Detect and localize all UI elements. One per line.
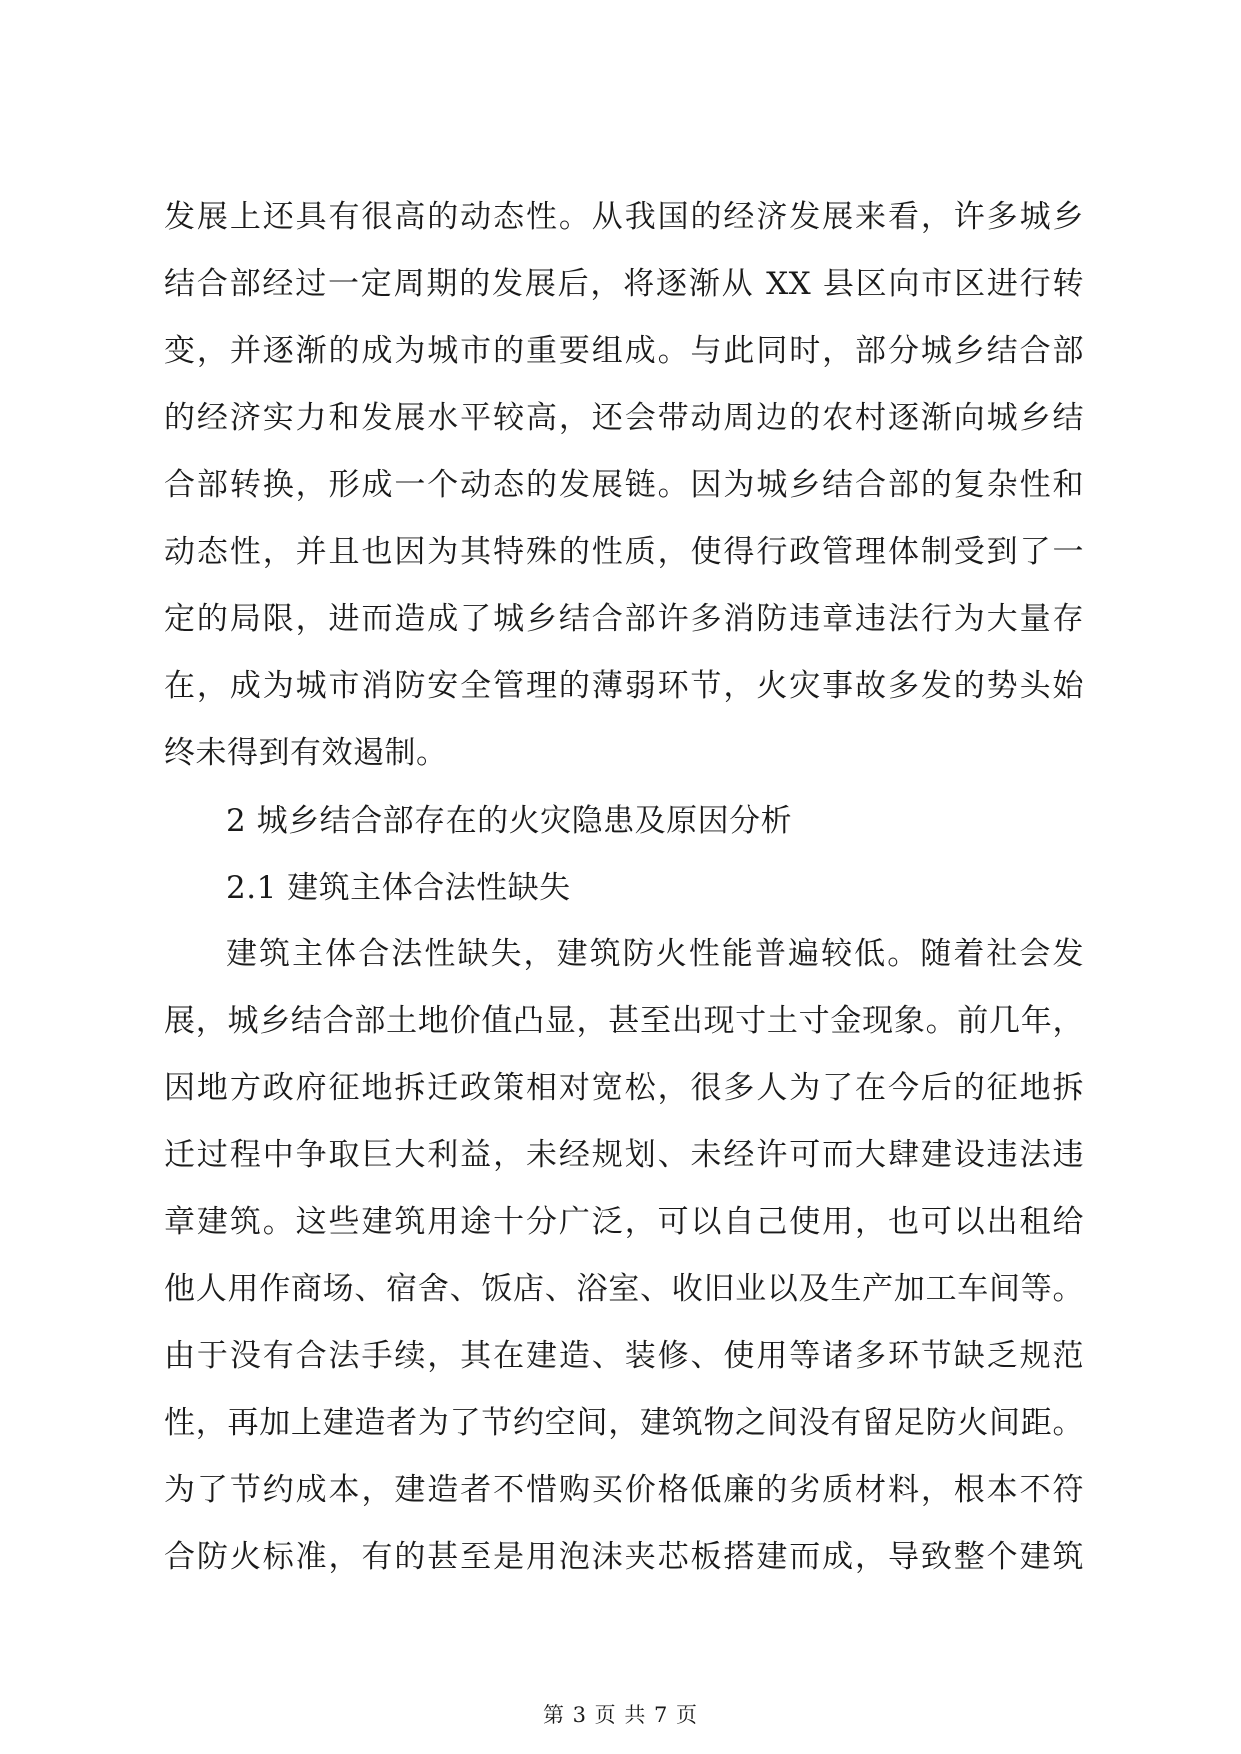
paragraph-line: 性，再加上建造者为了节约空间，建筑物之间没有留足防火间距。 — [164, 1405, 1084, 1441]
paragraph-line: 由于没有合法手续，其在建造、装修、使用等诸多环节缺乏规范 — [164, 1338, 1084, 1374]
section-heading: 2 城乡结合部存在的火灾隐患及原因分析 — [226, 803, 793, 839]
paragraph-line: 结合部经过一定周期的发展后，将逐渐从 XX 县区向市区进行转 — [164, 266, 1084, 302]
page-number-footer: 第 3 页 共 7 页 — [542, 1703, 699, 1727]
paragraph-line: 迁过程中争取巨大利益，未经规划、未经许可而大肆建设违法违 — [164, 1137, 1084, 1173]
paragraph-line: 他人用作商场、宿舍、饭店、浴室、收旧业以及生产加工车间等。 — [164, 1271, 1084, 1307]
paragraph-line: 章建筑。这些建筑用途十分广泛，可以自己使用，也可以出租给 — [164, 1204, 1084, 1240]
paragraph-line: 发展上还具有很高的动态性。从我国的经济发展来看，许多城乡 — [164, 199, 1084, 235]
paragraph-line: 为了节约成本，建造者不惜购买价格低廉的劣质材料，根本不符 — [164, 1472, 1084, 1508]
paragraph-line: 在，成为城市消防安全管理的薄弱环节，火灾事故多发的势头始 — [164, 668, 1084, 704]
paragraph-line: 的经济实力和发展水平较高，还会带动周边的农村逐渐向城乡结 — [164, 400, 1084, 436]
paragraph-line: 因地方政府征地拆迁政策相对宽松，很多人为了在今后的征地拆 — [164, 1070, 1084, 1106]
paragraph-line: 展，城乡结合部土地价值凸显，甚至出现寸土寸金现象。前几年， — [164, 1003, 1084, 1039]
paragraph-line: 合部转换，形成一个动态的发展链。因为城乡结合部的复杂性和 — [164, 467, 1084, 503]
subsection-heading: 2.1 建筑主体合法性缺失 — [226, 870, 571, 906]
paragraph-line: 变，并逐渐的成为城市的重要组成。与此同时，部分城乡结合部 — [164, 333, 1084, 369]
paragraph-line: 终未得到有效遏制。 — [164, 735, 448, 771]
paragraph-line: 动态性，并且也因为其特殊的性质，使得行政管理体制受到了一 — [164, 534, 1084, 570]
paragraph-line: 合防火标准，有的甚至是用泡沫夹芯板搭建而成，导致整个建筑 — [164, 1539, 1084, 1575]
paragraph-line: 建筑主体合法性缺失，建筑防火性能普遍较低。随着社会发 — [226, 936, 1084, 972]
paragraph-line: 定的局限，进而造成了城乡结合部许多消防违章违法行为大量存 — [164, 601, 1084, 637]
